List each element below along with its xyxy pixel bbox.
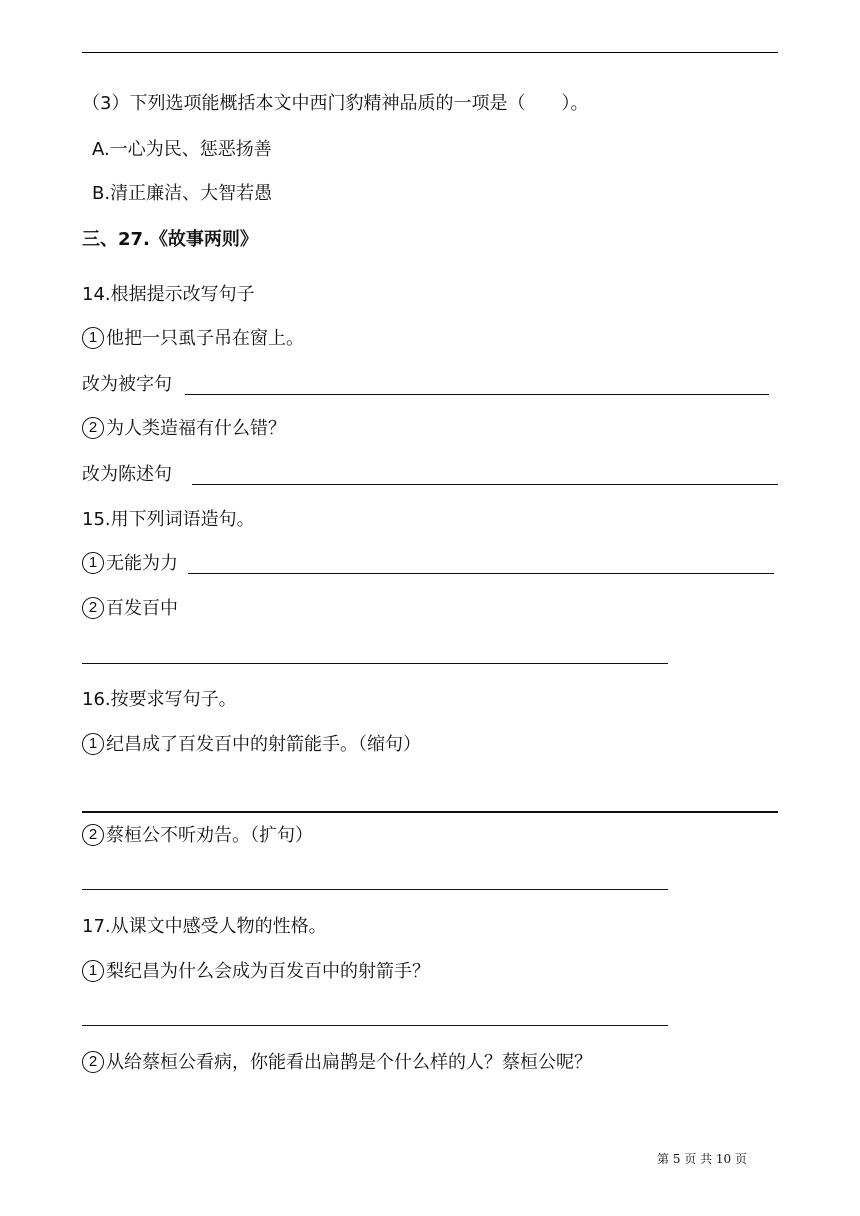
question-15-item-1 (82, 552, 178, 576)
question-14-task-2-label: 改为陈述句 (82, 464, 172, 485)
question-14-item-1 (82, 327, 304, 351)
circled-number-1: 1 (82, 552, 104, 574)
header-rule (82, 52, 778, 53)
circled-number-2: 2 (82, 417, 104, 439)
question-14-task-1-label: 改为被字句 (82, 374, 172, 395)
answer-line-16-1[interactable] (82, 811, 778, 813)
answer-line-15-2[interactable] (82, 663, 668, 664)
question-17-item-2 (82, 1051, 592, 1075)
question-15-item-1-text: 无能为力 (106, 553, 178, 574)
answer-line-14-2[interactable] (192, 484, 778, 485)
answer-line-17-1[interactable] (82, 1025, 668, 1026)
question-14-item-2-text: 为人类造福有什么错？ (106, 418, 286, 439)
question-16-title: 16.按要求写句子。 (82, 689, 237, 710)
answer-line-16-2[interactable] (82, 889, 668, 890)
answer-line-14-1[interactable] (185, 394, 769, 395)
circled-number-2: 2 (82, 1051, 104, 1073)
question-17-item-1-text: 梨纪昌为什么会成为百发百中的射箭手？ (106, 961, 430, 982)
section-heading: 三、27.《故事两则》 (82, 229, 258, 250)
question-16-item-1-text: 纪昌成了百发百中的射箭能手。（缩句） (106, 734, 421, 755)
question-17-title: 17.从课文中感受人物的性格。 (82, 916, 327, 937)
question-3-text: （3）下列选项能概括本文中西门豹精神品质的一项是（ ）。 (82, 93, 589, 114)
option-a: A.一心为民、惩恶扬善 (92, 139, 272, 160)
question-16-item-1 (82, 733, 421, 757)
circled-number-1: 1 (82, 733, 104, 755)
circled-number-2: 2 (82, 824, 104, 846)
question-15-item-2 (82, 597, 178, 621)
question-15-title: 15.用下列词语造句。 (82, 509, 255, 530)
circled-number-1: 1 (82, 960, 104, 982)
question-17-item-2-text: 从给蔡桓公看病，你能看出扁鹊是个什么样的人？蔡桓公呢？ (106, 1052, 592, 1073)
page-number: 第 5 页 共 10 页 (657, 1152, 747, 1166)
circled-number-1: 1 (82, 327, 104, 349)
question-16-item-2-text: 蔡桓公不听劝告。（扩句） (106, 825, 313, 846)
question-15-item-2-text: 百发百中 (106, 598, 178, 619)
question-14-item-1-text: 他把一只虱子吊在窗上。 (106, 328, 304, 349)
question-16-item-2 (82, 824, 313, 848)
circled-number-2: 2 (82, 597, 104, 619)
question-17-item-1 (82, 960, 430, 984)
question-14-title: 14.根据提示改写句子 (82, 284, 255, 305)
question-14-item-2 (82, 417, 286, 441)
option-b: B.清正廉洁、大智若愚 (92, 183, 273, 204)
answer-line-15-1[interactable] (188, 573, 774, 574)
